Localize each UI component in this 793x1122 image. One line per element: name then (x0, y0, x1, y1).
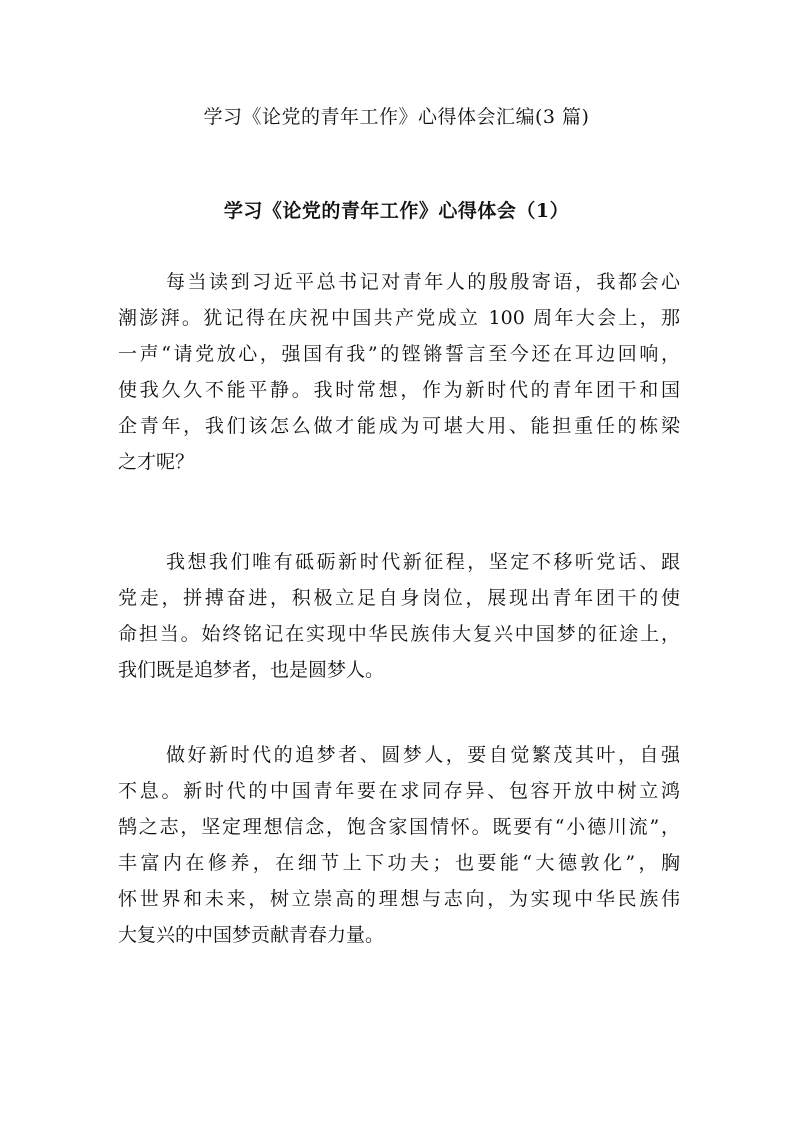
paragraph-line: 命担当。始终铭记在实现中华民族伟大复兴中国梦的征途上， (118, 623, 680, 645)
paragraph-line: 企青年，我们该怎么做才能成为可堪大用、能担重任的栋梁 (118, 415, 680, 437)
paragraph-line: 使我久久不能平静。我时常想，作为新时代的青年团干和国 (118, 379, 680, 401)
paragraph-line: 我想我们唯有砥砺新时代新征程，坚定不移听党话、跟 (166, 551, 680, 573)
paragraph-line: 一声“请党放心，强国有我”的铿锵誓言至今还在耳边回响， (118, 343, 680, 365)
paragraph-2 (118, 544, 680, 688)
paragraph-line: 每当读到习近平总书记对青年人的殷殷寄语，我都会心 (166, 271, 680, 293)
paragraph-line: 潮澎湃。犹记得在庆祝中国共产党成立 100 周年大会上，那 (118, 307, 680, 329)
paragraph-1 (118, 264, 680, 480)
paragraph-line: 鹄之志，坚定理想信念，饱含家国情怀。既要有“小德川流”， (118, 816, 680, 838)
paragraph-line: 我们既是追梦者，也是圆梦人。 (118, 659, 385, 681)
section-title: 学习《论党的青年工作》心得体会（1） (223, 200, 570, 222)
paragraph-line: 大复兴的中国梦贡献青春力量。 (118, 924, 385, 946)
paragraph-line: 党走，拼搏奋进，积极立足自身岗位，展现出青年团干的使 (118, 587, 680, 609)
paragraph-line: 做好新时代的追梦者、圆梦人，要自觉繁茂其叶，自强 (166, 744, 680, 766)
document-title: 学习《论党的青年工作》心得体会汇编(3 篇) (203, 106, 590, 128)
paragraph-line: 丰富内在修养，在细节上下功夫；也要能“大德敦化”，胸 (118, 852, 680, 874)
paragraph-3 (118, 737, 680, 953)
paragraph-line: 之才呢？ (118, 451, 195, 473)
paragraph-line: 怀世界和未来，树立崇高的理想与志向，为实现中华民族伟 (118, 888, 680, 910)
paragraph-line: 不息。新时代的中国青年要在求同存异、包容开放中树立鸿 (118, 780, 680, 802)
